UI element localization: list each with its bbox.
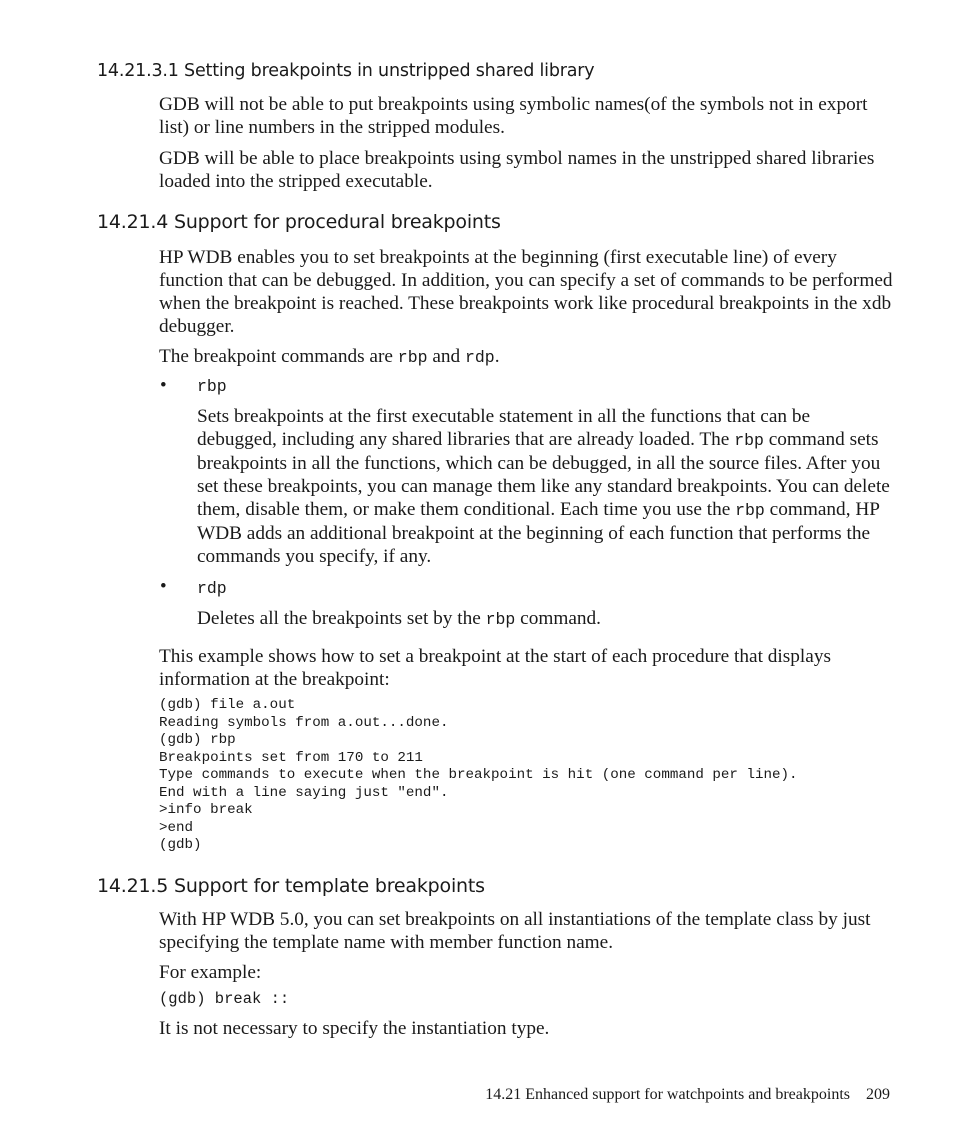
text-run: Sets breakpoints at the first executable statement in all the functions that can be debugged, including any shared libraries that are already loaded. The <box>197 406 811 450</box>
paragraph: GDB will not be able to put breakpoints using symbolic names(of the symbols not in export list) or line numbers in the stripped modules. <box>159 94 868 138</box>
bullet-term-rbp: rbp <box>197 377 227 396</box>
bullet-term-rdp: rdp <box>197 579 227 598</box>
paragraph: For example: <box>159 962 262 983</box>
bullet-icon: • <box>160 576 167 597</box>
bullet-icon: • <box>160 375 167 396</box>
text-run: . <box>494 346 500 367</box>
code-block: (gdb) file a.out Reading symbols from a.out...done. (gdb) rbp Breakpoints set from 170 to 211 Type commands to execute when the breakpoint is hit (one command per line). End with a line saying just "end". >info break >end (gdb) <box>159 697 798 853</box>
text-run: command sets breakpoints in all the functions, which can be debugged, in all the source files. After you set these breakpoints, you can manage them like any standard breakpoints. You can delete them, disable them, or make them conditional. Each time you use the <box>197 429 890 520</box>
inline-code: rdp <box>465 348 495 367</box>
heading-14-21-3-1: 14.21.3.1 Setting breakpoints in unstripped shared library <box>97 61 595 81</box>
running-title: 14.21 Enhanced support for watchpoints and breakpoints <box>485 1086 850 1103</box>
text-run: command. <box>515 608 602 629</box>
page-footer <box>485 1086 890 1104</box>
bullet-description-rbp <box>197 405 894 568</box>
page-number: 209 <box>866 1086 890 1103</box>
text-run: command, HP WDB adds an additional breakpoint at the beginning of each function that performs the commands you specify, if any. <box>197 499 880 567</box>
inline-code: rbp <box>735 501 765 520</box>
paragraph: HP WDB enables you to set breakpoints at the beginning (first executable line) of every function that can be debugged. In addition, you can specify a set of commands to be performed when the breakpoint is reached. These breakpoints work like procedural breakpoints in the xdb debugger. <box>159 247 893 337</box>
paragraph: With HP WDB 5.0, you can set breakpoints on all instantiations of the template class by just specifying the template name with member function name. <box>159 909 871 953</box>
paragraph <box>159 345 894 369</box>
paragraph: This example shows how to set a breakpoint at the start of each procedure that displays information at the breakpoint: <box>159 646 831 690</box>
inline-code: rbp <box>734 431 764 450</box>
code-block: (gdb) break :: <box>159 990 290 1008</box>
heading-14-21-4: 14.21.4 Support for procedural breakpoints <box>97 211 501 233</box>
paragraph: It is not necessary to specify the instantiation type. <box>159 1018 550 1039</box>
bullet-description-rdp <box>197 607 894 631</box>
text-run: Deletes all the breakpoints set by the <box>197 608 486 629</box>
heading-14-21-5: 14.21.5 Support for template breakpoints <box>97 875 485 897</box>
text-run: The breakpoint commands are <box>159 346 398 367</box>
paragraph: GDB will be able to place breakpoints using symbol names in the unstripped shared libraries loaded into the stripped executable. <box>159 148 875 192</box>
inline-code: rbp <box>485 610 516 629</box>
inline-code: rbp <box>397 348 428 367</box>
text-run: and <box>427 346 465 367</box>
